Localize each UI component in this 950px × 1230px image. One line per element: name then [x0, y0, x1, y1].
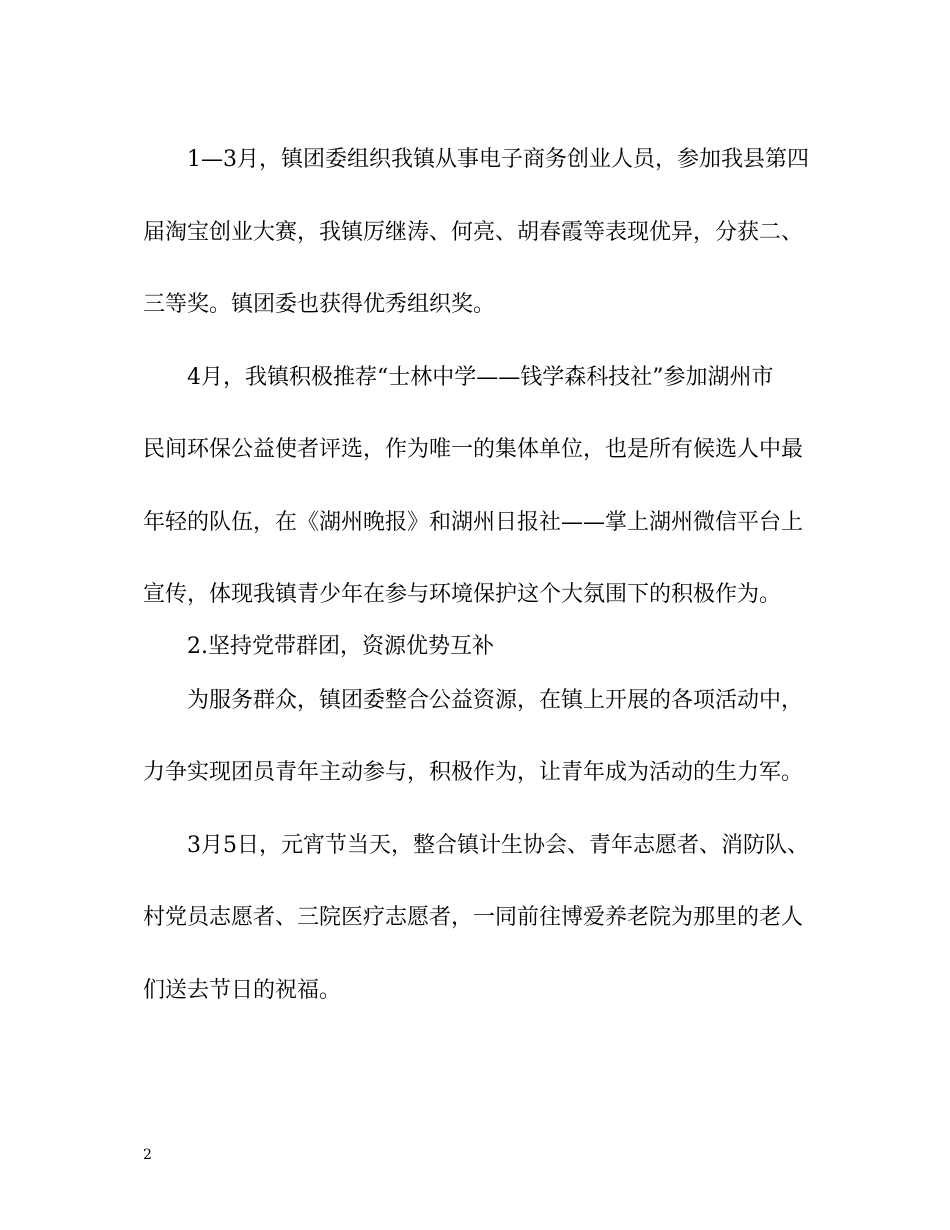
text-line: 届淘宝创业大赛，我镇厉继涛、何亮、胡春霞等表现优异，分获二、	[143, 220, 804, 245]
text-line: 为服务群众，镇团委整合公益资源，在镇上开展的各项活动中，	[187, 688, 804, 713]
text-line: 民间环保公益使者评选，作为唯一的集体单位，也是所有候选人中最	[143, 437, 804, 462]
text-line: 宣传，体现我镇青少年在参与环境保护这个大氛围下的积极作为。	[143, 582, 782, 607]
page-number: 2	[143, 1147, 152, 1163]
text-line: 4月，我镇积极推荐“士林中学——钱学森科技社”参加湖州市	[187, 365, 774, 390]
text-line: 1—3月，镇团委组织我镇从事电子商务创业人员，参加我县第四	[187, 147, 809, 172]
text-line: 3月5日，元宵节当天，整合镇计生协会、青年志愿者、消防队、	[187, 833, 809, 858]
text-line: 年轻的队伍，在《湖州晚报》和湖州日报社——掌上湖州微信平台上	[143, 510, 804, 535]
text-line: 村党员志愿者、三院医疗志愿者，一同前往博爱养老院为那里的老人	[143, 905, 804, 930]
text-line: 力争实现团员青年主动参与，积极作为，让青年成为活动的生力军。	[143, 760, 804, 785]
text-line: 们送去节日的祝福。	[143, 978, 342, 1003]
heading-line: 2.坚持党带群团，资源优势互补	[187, 634, 494, 659]
text-line: 三等奖。镇团委也获得优秀组织奖。	[143, 292, 496, 317]
